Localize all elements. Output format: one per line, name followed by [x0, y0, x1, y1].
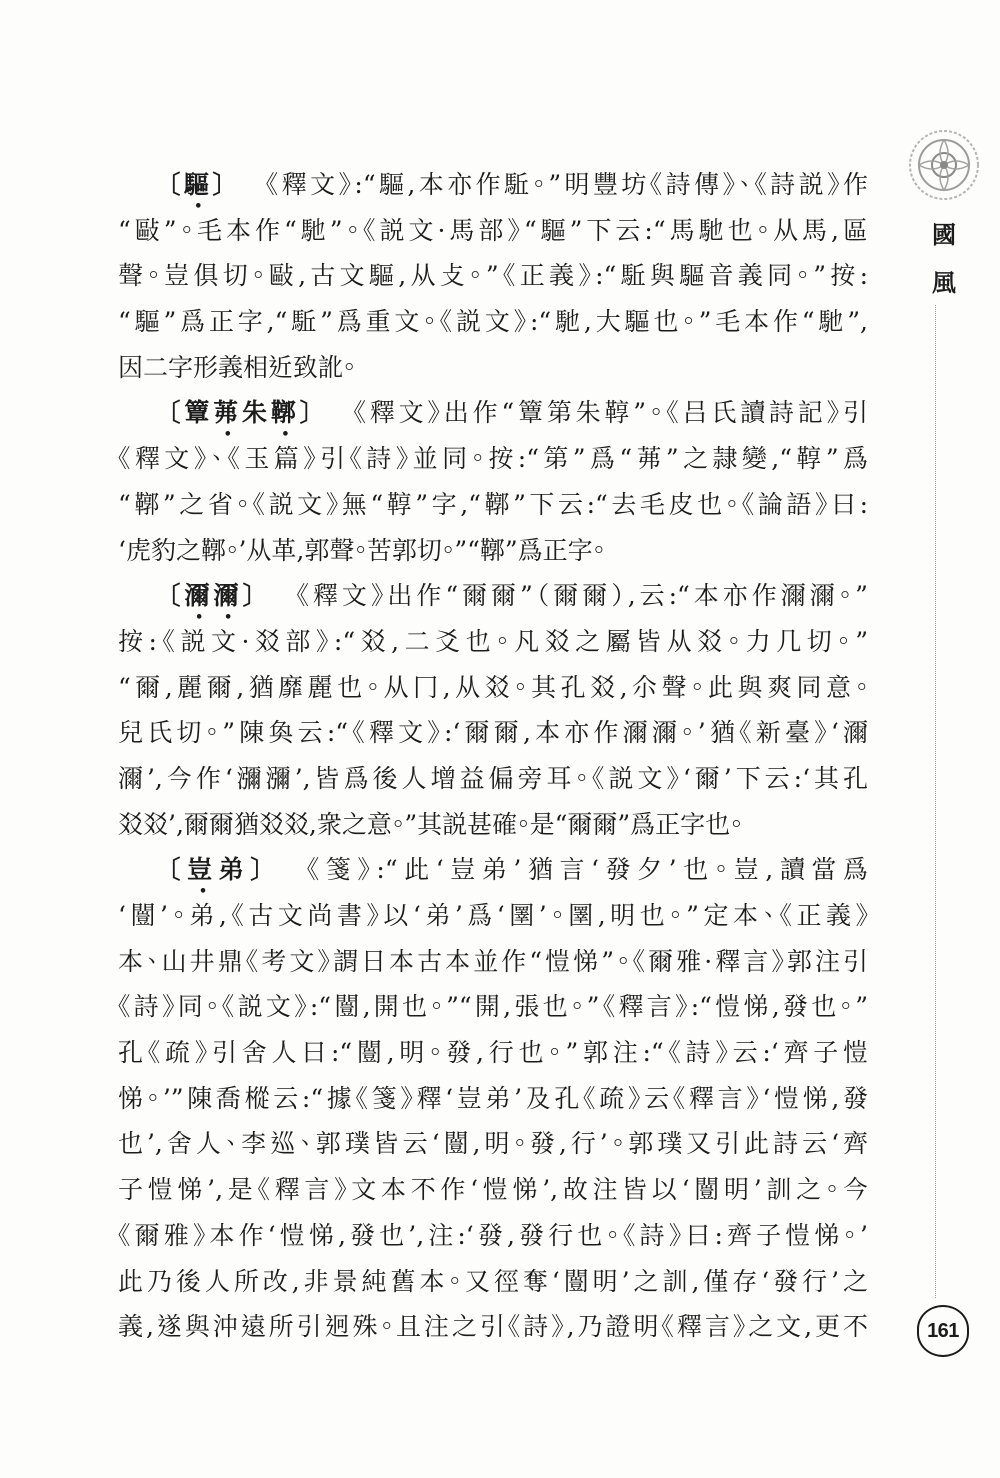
heading-char: 朱 — [241, 398, 271, 428]
decorative-ornament — [903, 124, 985, 206]
text-line: 義,遂與沖遠所引迥殊。且注之引《詩》,乃證明《釋言》之文,更不 — [118, 1312, 868, 1342]
entry-text: 《箋》:“此‘豈弟’猶言‘發夕’也。豈,讀當爲 — [306, 855, 868, 885]
text-line: 《釋文》、《玉篇》引《詩》並同。按:“第”爲“茀”之隷變,“鞟”爲 — [118, 444, 868, 474]
heading-char: 濔 — [213, 581, 243, 611]
text-line: 《爾雅》本作‘愷悌,發也’,注:‘發,發行也。《詩》曰:齊子愷悌。’ — [118, 1220, 868, 1250]
open-bracket: 〔 — [168, 855, 188, 885]
text-line: 聲。豈俱切。敺,古文驅,从攴。”《正義》:“駈與驅音義同。”按: — [118, 261, 868, 291]
text-line: 兒氏切。”陳奐云:“《釋文》:‘爾爾,本亦作濔濔。’猶《新臺》‘濔 — [118, 718, 868, 748]
text-line: ‘虎豹之鞹。’从革,郭聲。苦郭切。”“鞹”爲正字。 — [118, 535, 606, 565]
text-line: “驅”爲正字,“駈”爲重文。《説文》:“馳,大驅也。”毛本作“馳”, — [118, 307, 868, 337]
text-line: 按:《説文·㸚部》:“㸚,二爻也。凡㸚之屬皆从㸚。力几切。” — [118, 626, 868, 656]
heading-char: 鞹 — [270, 398, 300, 428]
text-line: “爾,麗爾,猶靡麗也。从冂,从㸚。其孔㸚,尒聲。此與爽同意。 — [118, 672, 868, 702]
entry-text: 《釋文》出作“簟第朱鞟”。《吕氏讀詩記》引 — [353, 398, 868, 428]
close-bracket: 〕 — [299, 398, 316, 428]
entry-first-line — [118, 847, 868, 893]
entry-text: 《釋文》:“驅,本亦作駈。”明豐坊《詩傳》、《詩説》作 — [265, 170, 868, 199]
heading-char: 弟 — [218, 855, 251, 885]
entry-first-line — [118, 573, 868, 619]
text-line: 《詩》同。《説文》:“闓,開也。”“開,張也。”《釋言》:“愷悌,發也。” — [118, 992, 868, 1022]
text-line: 濔’,今作‘瀰瀰’,皆爲後人增益偏旁耳。《説文》‘爾’下云:‘其孔 — [118, 763, 868, 793]
entry-heading — [168, 855, 269, 884]
entry-text: 《釋文》出作“爾爾”（爾爾）,云:“本亦作濔濔。” — [296, 581, 868, 611]
open-bracket: 〔 — [168, 170, 184, 199]
text-line: ‘闓’。弟,《古文尚書》以‘弟’爲‘圛’。圛,明也。”定本、《正義》 — [118, 901, 868, 930]
entry-heading — [168, 581, 259, 610]
text-line: 悌。’”陳喬樅云:“據《箋》釋‘豈弟’及孔《疏》云《釋言》‘愷悌,發 — [118, 1083, 868, 1113]
close-bracket: 〕 — [250, 855, 270, 885]
text-line: 此乃後人所改,非景純舊本。又徑奪‘闓明’之訓,僅存‘發行’之 — [118, 1266, 868, 1296]
heading-char: 簟 — [184, 398, 214, 428]
entry-first-line — [118, 390, 868, 436]
close-bracket: 〕 — [212, 170, 229, 199]
margin-rule — [935, 305, 936, 1298]
open-bracket: 〔 — [168, 581, 185, 611]
text-line: 㸚㸚’,爾爾猶㸚㸚,衆之意。”其説甚確。是“爾爾”爲正字也。 — [118, 809, 743, 839]
text-line: “鞹”之省。《説文》無“鞟”字,“鞹”下云:“去毛皮也。《論語》曰: — [118, 489, 868, 519]
body-text — [118, 162, 868, 1350]
close-bracket: 〕 — [242, 581, 259, 611]
text-line: 因二字形義相近致訛。 — [118, 352, 356, 382]
text-line: “敺”。毛本作“馳”。《説文·馬部》“驅”下云:“馬馳也。从馬,區 — [118, 215, 868, 245]
heading-char: 驅 — [183, 170, 213, 199]
text-line: 本、山井鼎《考文》謂日本古本並作“愷悌”。《爾雅·釋言》郭注引 — [118, 946, 868, 976]
text-line: 也’,舍人、李巡、郭璞皆云‘闓,明。發,行’。郭璞又引此詩云‘齊 — [118, 1129, 868, 1159]
entry-heading — [168, 398, 316, 427]
running-head-char: 風 — [932, 268, 956, 297]
heading-char: 茀 — [213, 398, 242, 428]
text-line: 孔《疏》引舍人曰:“闓,明。發,行也。”郭注:“《詩》云:‘齊子愷 — [118, 1038, 868, 1068]
heading-char: 豈 — [187, 855, 219, 885]
text-line: 子愷悌’,是《釋言》文本不作‘愷悌’,故注皆以‘闓明’訓之。今 — [118, 1175, 868, 1205]
entry-first-line — [118, 162, 868, 208]
open-bracket: 〔 — [168, 398, 185, 428]
entry-heading — [168, 170, 228, 199]
running-head-char: 國 — [932, 220, 956, 249]
page-number: 161 — [917, 1305, 969, 1357]
heading-char: 濔 — [184, 581, 214, 611]
